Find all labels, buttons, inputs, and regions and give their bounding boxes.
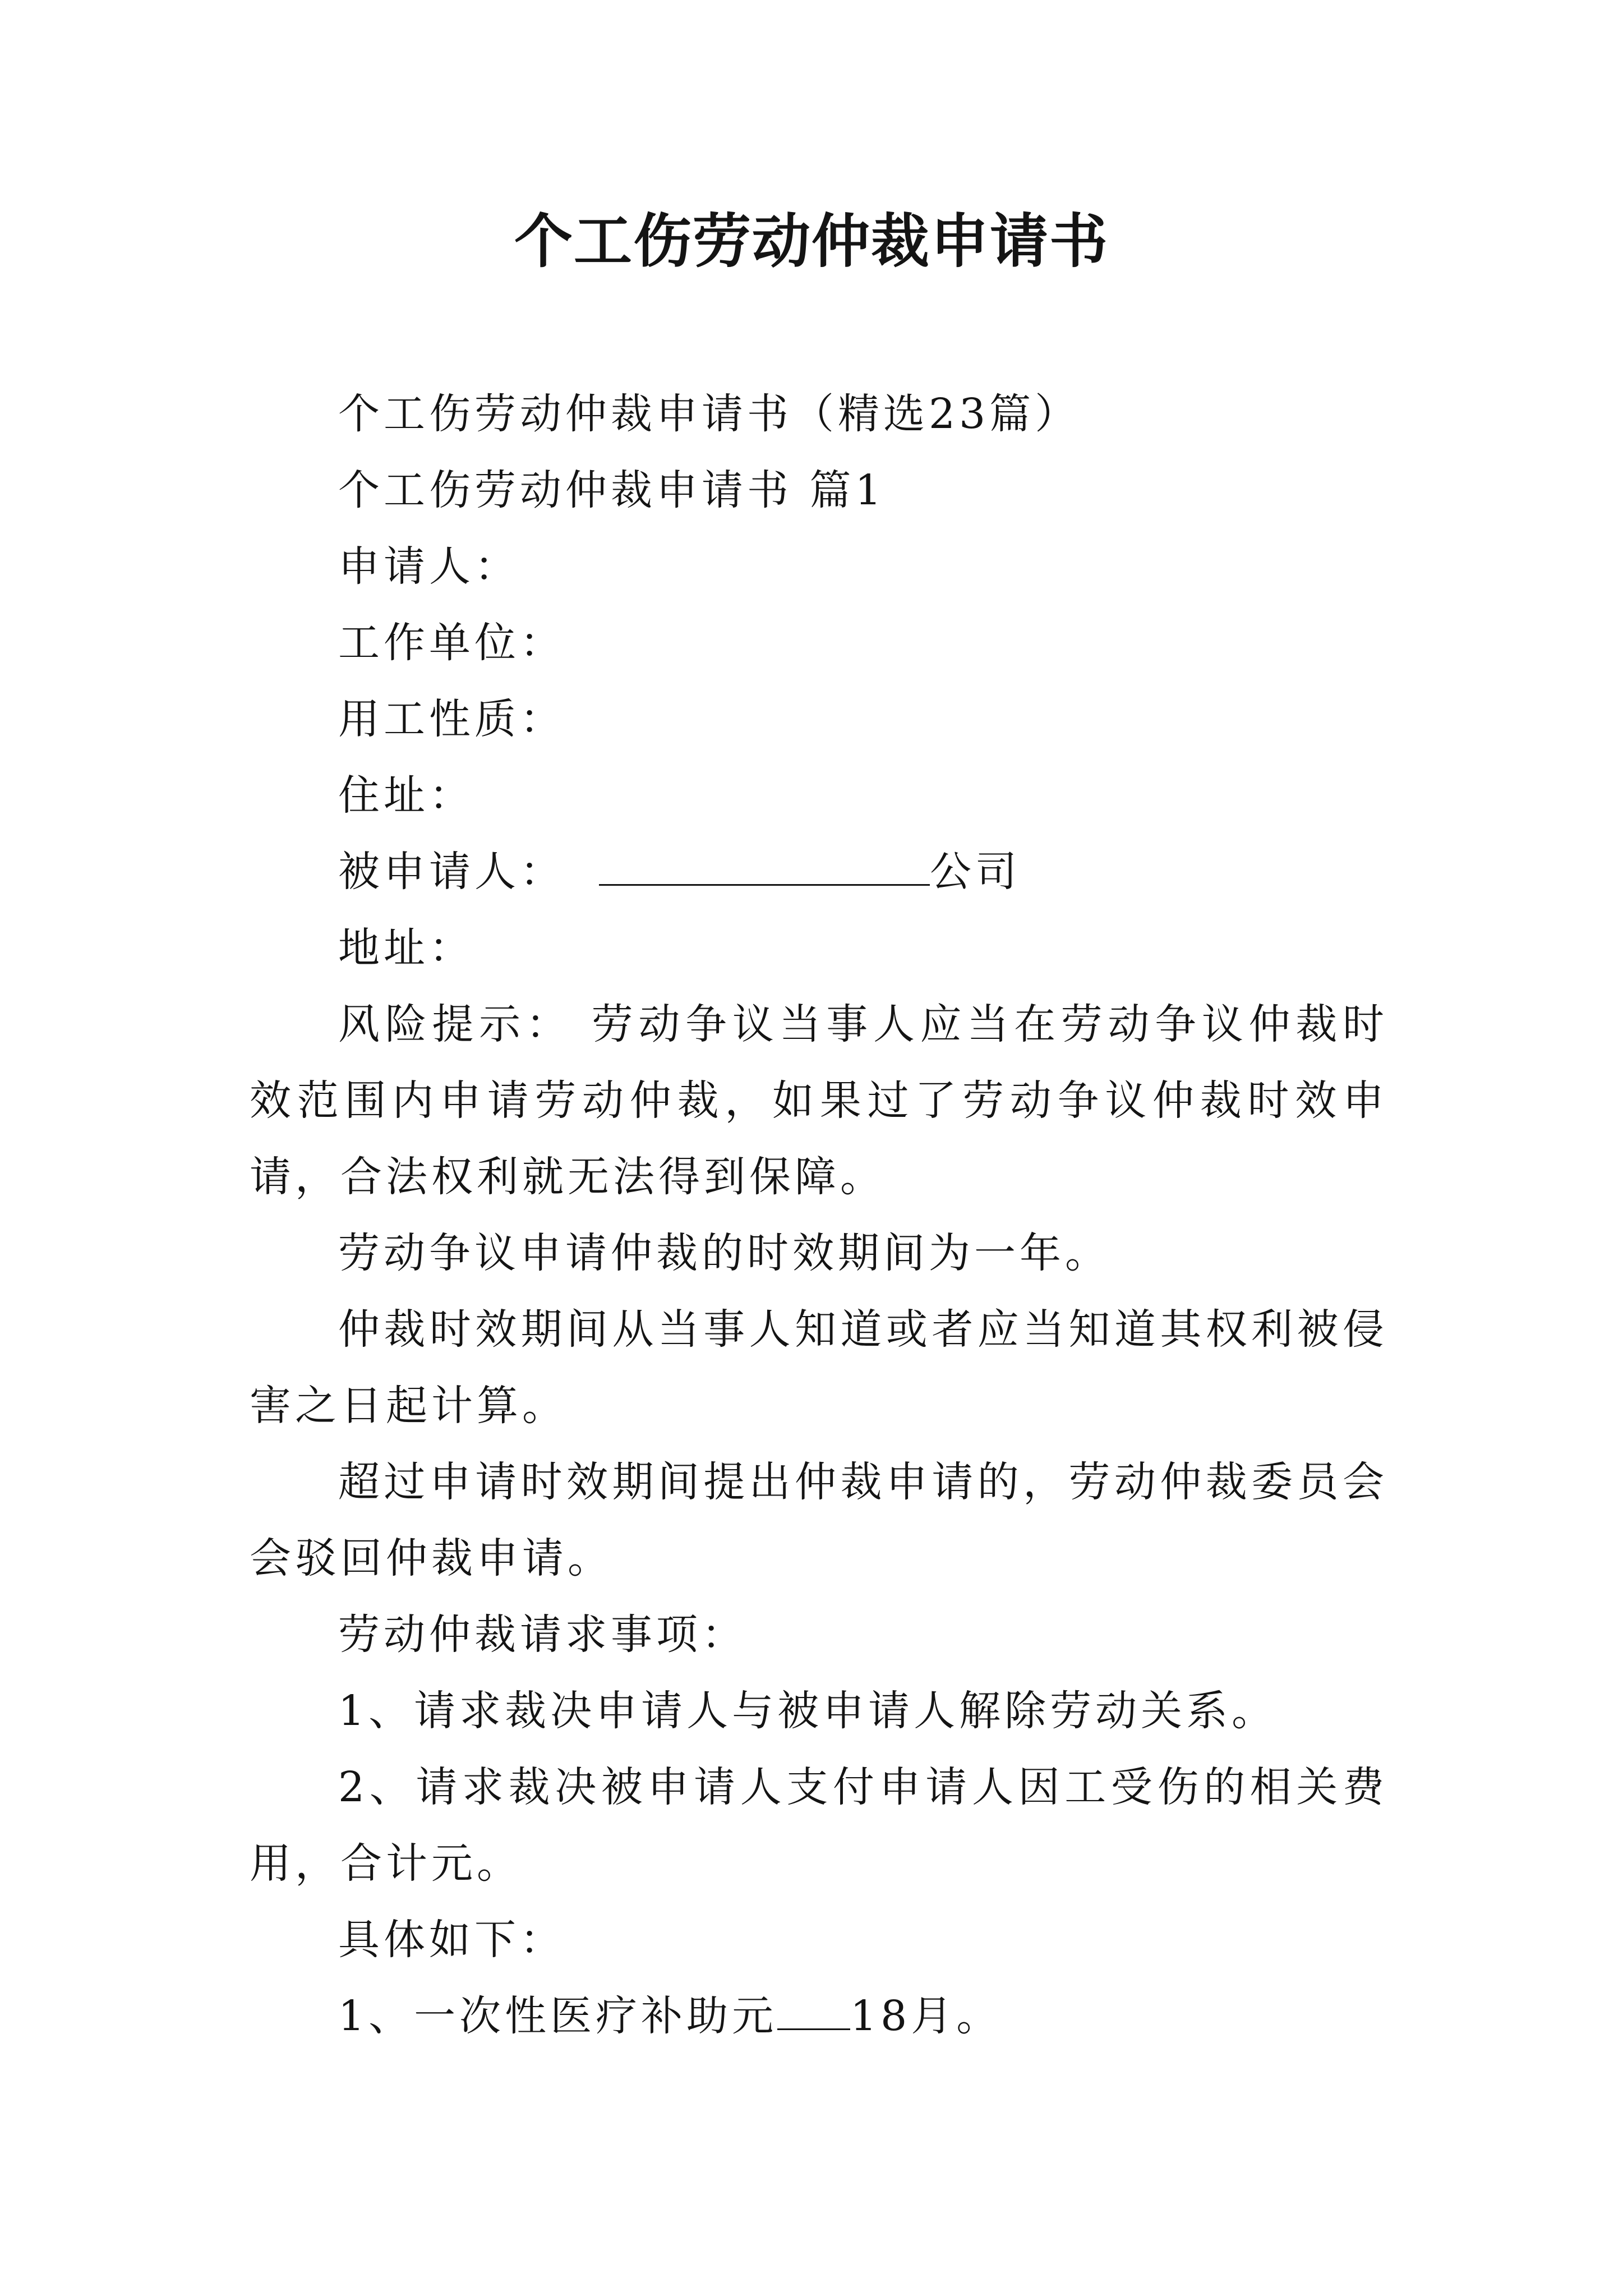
applicant-label: 申请人： <box>338 542 520 591</box>
amount-blank <box>777 1995 850 2030</box>
claims-heading: 劳动仲裁请求事项： <box>338 1611 747 1659</box>
company-name-blank <box>599 850 930 886</box>
document-title: 个工伤劳动仲裁申请书 <box>514 206 1109 275</box>
limitation-exceeded: 超过申请时效期间提出仲裁申请的，劳动仲裁委员会会驳回仲裁申请。 <box>250 1458 1388 1582</box>
detail-1-prefix: 1、一次性医疗补助元 <box>338 1992 778 2040</box>
respondent-suffix: 公司 <box>930 848 1021 896</box>
employment-type-label: 用工性质： <box>338 695 565 743</box>
risk-notice: 风险提示： 劳动争议当事人应当在劳动争议仲裁时效范围内申请劳动仲裁，如果过了劳动争议仲裁时效申请，合法权利就无法得到保障。 <box>250 1000 1388 1201</box>
respondent-label: 被申请人： <box>338 848 565 896</box>
details-heading: 具体如下： <box>338 1916 565 1964</box>
document-body <box>250 376 1388 2054</box>
detail-1 <box>250 1978 1388 2054</box>
respondent-line <box>250 834 1388 910</box>
limitation-start: 仲裁时效期间从当事人知道或者应当知道其权利被侵害之日起计算。 <box>250 1305 1388 1430</box>
subtitle: 个工伤劳动仲裁申请书（精选23篇） <box>338 390 1081 438</box>
work-unit-label: 工作单位： <box>338 619 565 667</box>
detail-1-suffix: 18月。 <box>850 1992 1002 2040</box>
limitation-period: 劳动争议申请仲裁的时效期间为一年。 <box>338 1229 1110 1277</box>
claim-1: 1、请求裁决申请人与被申请人解除劳动关系。 <box>338 1687 1278 1735</box>
claim-2: 2、请求裁决被申请人支付申请人因工受伤的相关费用，合计元。 <box>250 1763 1388 1888</box>
residence-label: 住址： <box>338 771 474 820</box>
address-label: 地址： <box>338 924 474 972</box>
section-heading: 个工伤劳动仲裁申请书 篇1 <box>338 466 886 514</box>
